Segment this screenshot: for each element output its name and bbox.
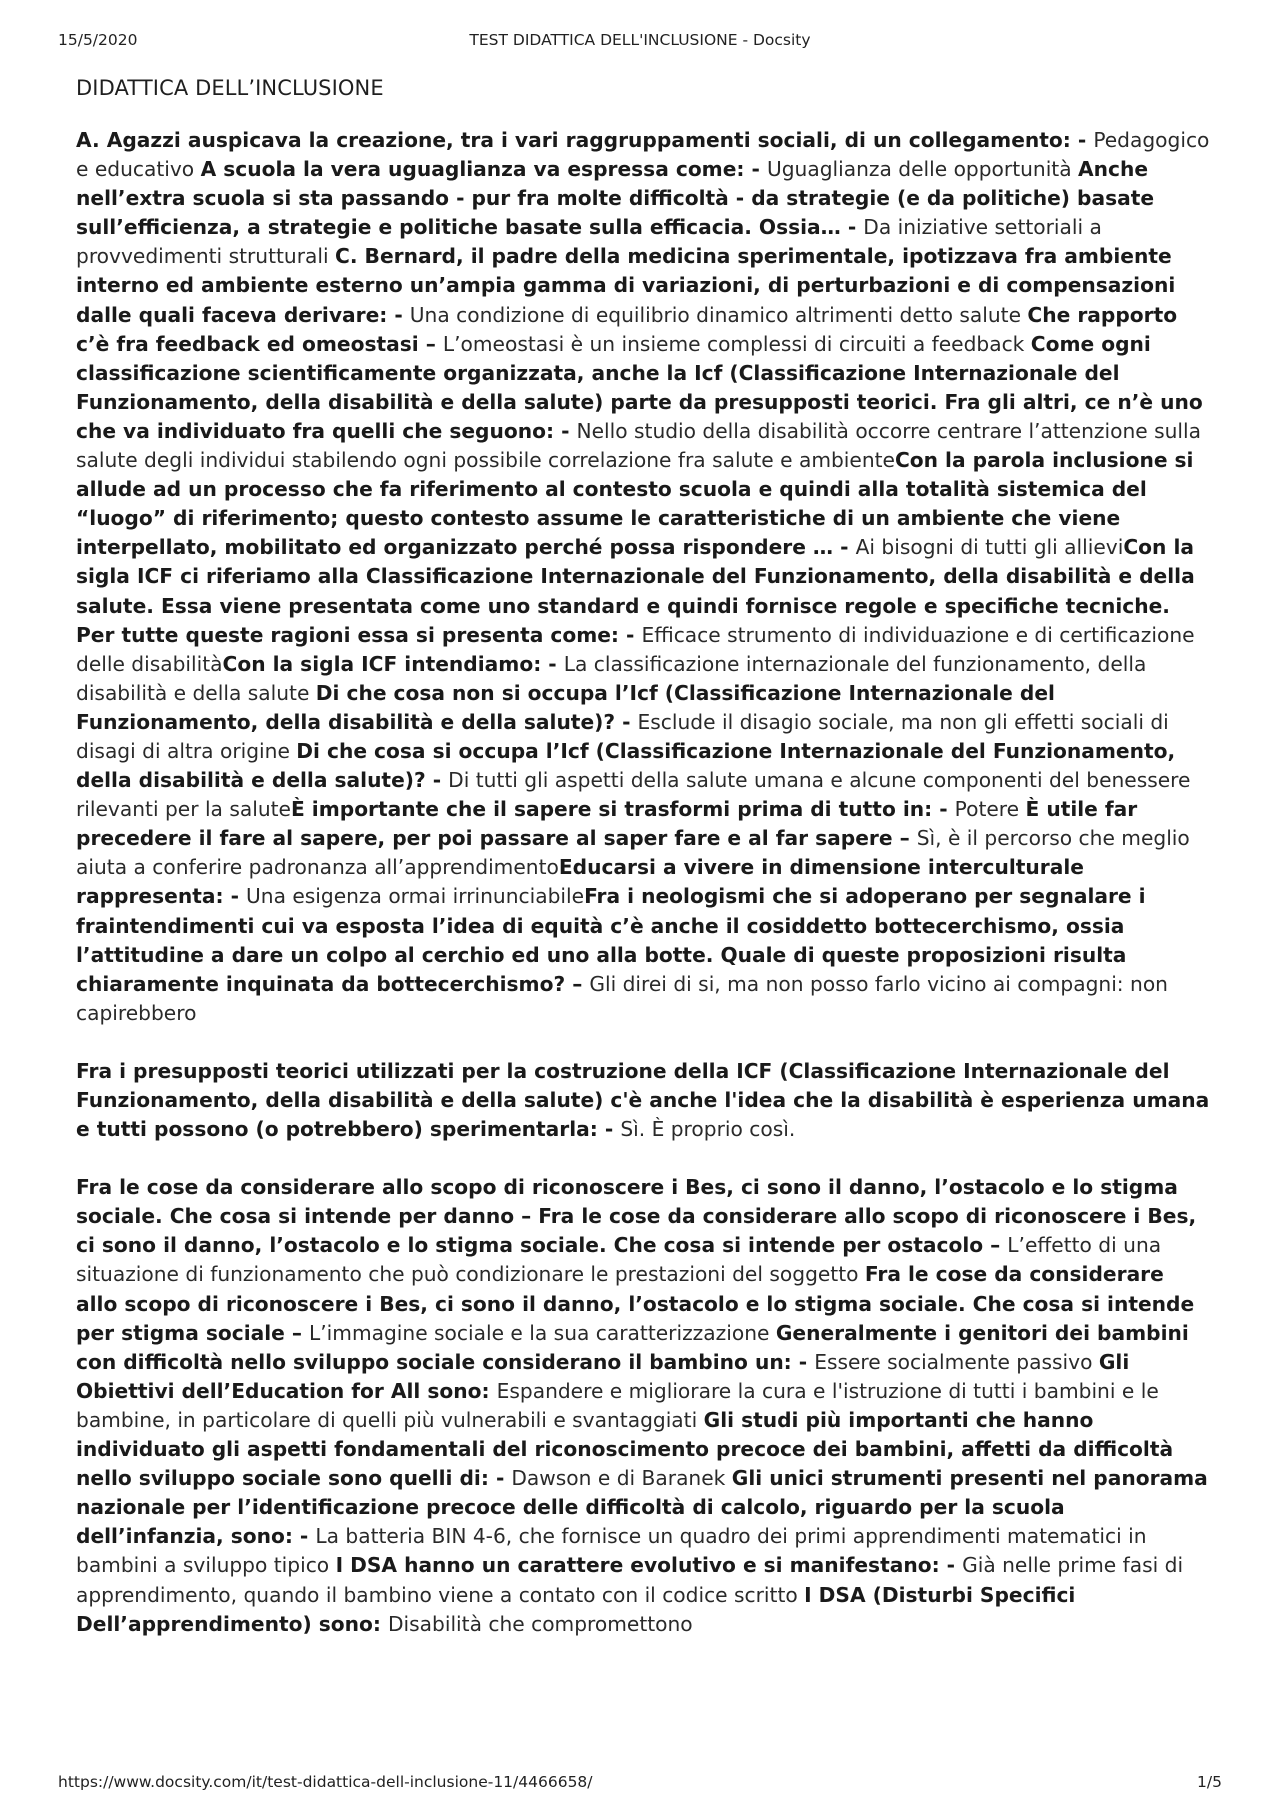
answer-text: Gli direi di si, ma non posso farlo vicino ai compagni: non capirebbero [76,971,1168,1025]
print-footer [58,1773,1222,1795]
question-text: Anche nell’extra scuola si sta passando - pur fra molte difficoltà - da strategie (e da politiche) basate sull’efficienza, a strategie e politiche basate sulla efficacia. Ossia… - [76,157,1155,240]
print-header [58,31,1222,53]
question-text: Come ogni classificazione scientificamente organizzata, anche la Icf (Classificazione Internazionale del Funzionamento, della disabilità e della salute) parte da presupposti teorici. Fra gli altri, ce n’è uno che va individuato fra quelli che seguono: - [76,331,1203,443]
answer-text: L’immagine sociale e la sua caratterizzazione [309,1320,776,1345]
question-text: Fra i neologismi che si adoperano per segnalare i fraintendimenti cui va esposta l’idea di equità c’è anche il cosiddetto bottecerchismo, ossia l’attitudine a dare un colpo al cerchio ed uno alla botte. Quale di queste proposizioni risulta chiaramente inquinata da bottecerchismo? – [76,884,1146,996]
question-text: Con la sigla ICF intendiamo: - [222,651,564,676]
answer-text: L’effetto di una situazione di funzionamento che può condizionare le prestazioni del soggetto [76,1233,1162,1287]
answer-text: Nello studio della disabilità occorre centrare l’attenzione sulla salute degli individui stabilendo ogni possibile correlazione fra salute e ambiente [76,418,1201,473]
paragraph [76,1057,1212,1144]
question-text: È importante che il sapere si trasformi prima di tutto in: - [290,797,955,822]
question-text: Di che cosa non si occupa l’Icf (Classificazione Internazionale del Funzionamento, della disabilità e della salute)? - [76,680,1055,734]
paragraph [76,126,1212,1028]
answer-text: Di tutti gli aspetti della salute umana e alcune componenti del benessere rilevanti per la salute [76,768,1191,822]
answer-text: Essere socialmente passivo [814,1349,1099,1374]
document-title: DIDATTICA DELL’INCLUSIONE [76,76,384,100]
answer-text: Espandere e migliorare la cura e l'istruzione di tutti i bambini e le bambine, in particolare di quelli più vulnerabili e svantaggiati [76,1378,1159,1432]
question-text: I DSA (Disturbi Specifici Dell’apprendimento) sono: [76,1582,1076,1636]
question-text: Educarsi a vivere in dimensione interculturale rappresenta: - [76,855,1084,909]
paragraph [76,1173,1212,1639]
question-text: I DSA hanno un carattere evolutivo e si manifestano: - [335,1553,963,1578]
answer-text: Dawson e di Baranek [511,1466,732,1491]
question-text: Generalmente i genitori dei bambini con difficoltà nello sviluppo sociale considerano il bambino un: - [76,1320,1189,1374]
print-date: 15/5/2020 [58,31,138,49]
answer-text: Sì. È proprio così. [620,1117,796,1142]
answer-text: Potere [954,797,1026,822]
answer-text: Una esigenza ormai irrinunciabile [246,884,585,909]
source-url: https://www.docsity.com/it/test-didattica-dell-inclusione-11/4466658/ [58,1773,593,1791]
question-text: Fra le cose da considerare allo scopo di riconoscere i Bes, ci sono il danno, l’ostacolo e lo stigma sociale. Che cosa si intende per stigma sociale – [76,1262,1195,1345]
question-text: C. Bernard, il padre della medicina sperimentale, ipotizzava fra ambiente interno ed ambiente esterno un’ampia gamma di variazioni, di perturbazioni e di compensazioni dalle quali faceva derivare: - [76,244,1176,327]
question-text: Fra le cose da considerare allo scopo di riconoscere i Bes, ci sono il danno, l’ostacolo e lo stigma sociale. Che cosa si intende per danno – Fra le cose da considerare allo scopo di riconoscere i Bes, ci sono il danno, l’ostacolo e lo stigma sociale. Che cosa si intende per ostacolo – [76,1175,1197,1258]
answer-text: Disabilità che compromettono [387,1611,693,1636]
question-text: Con la parola inclusione si allude ad un processo che fa riferimento al contesto scuola e quindi alla totalità sistemica del “luogo” di riferimento; questo contesto assume le caratteristiche di un ambiente che viene interpellato, mobilitato ed organizzato perché possa rispondere … - [76,448,1194,560]
answer-text: La classificazione internazionale del funzionamento, della disabilità e della salute [76,651,1147,705]
document-body [76,126,1212,1668]
question-text: Fra i presupposti teorici utilizzati per la costruzione della ICF (Classificazione Internazionale del Funzionamento, della disabilità e della salute) c'è anche l'idea che la disabilità è esperienza umana e tutti possono (o potrebbero) sperimentarla: - [76,1058,1210,1142]
print-page-title: TEST DIDATTICA DELL'INCLUSIONE - Docsity [469,31,811,49]
page-number: 1/5 [1197,1773,1222,1791]
question-text: A scuola la vera uguaglianza va espressa come: - [200,157,767,182]
answer-text: Sì, è il percorso che meglio aiuta a conferire padronanza all’apprendimento [76,826,1190,880]
question-text: Gli Obiettivi dell’Education for All sono: [76,1349,1130,1403]
answer-text: Esclude il disagio sociale, ma non gli effetti sociali di disagi di altra origine [76,709,1169,763]
question-text: È utile far precedere il fare al sapere, per poi passare al saper fare e al far sapere – [76,797,1138,851]
answer-text: La batteria BIN 4-6, che fornisce un quadro dei primi apprendimenti matematici in bambini a sviluppo tipico [76,1524,1147,1578]
question-text: Di che cosa si occupa l’Icf (Classificazione Internazionale del Funzionamento, della disabilità e della salute)? - [76,738,1176,793]
answer-text: Da iniziative settoriali a provvedimenti strutturali [76,215,1102,269]
question-text: Gli unici strumenti presenti nel panorama nazionale per l’identificazione precoce delle difficoltà di calcolo, riguardo per la scuola dell’infanzia, sono: - [76,1466,1208,1549]
answer-text: Pedagogico e educativo [76,128,1210,182]
question-text: Che rapporto c’è fra feedback ed omeostasi – [76,302,1178,356]
answer-text: Ai bisogni di tutti gli allievi [855,535,1124,560]
answer-text: L’omeostasi è un insieme complessi di circuiti a feedback [442,331,1031,356]
answer-text: Una condizione di equilibrio dinamico altrimenti detto salute [409,302,1028,327]
question-text: A. Agazzi auspicava la creazione, tra i vari raggruppamenti sociali, di un collegamento: - [76,128,1094,152]
question-text: Gli studi più importanti che hanno individuato gli aspetti fondamentali del riconoscimento precoce dei bambini, affetti da difficoltà nello sviluppo sociale sono quelli di: - [76,1407,1174,1491]
answer-text: Uguaglianza delle opportunità [766,157,1079,182]
answer-text: Efficace strumento di individuazione e di certificazione delle disabilità [76,622,1195,676]
answer-text: Già nelle prime fasi di apprendimento, quando il bambino viene a contato con il codice scritto [76,1553,1184,1607]
question-text: Con la sigla ICF ci riferiamo alla Classificazione Internazionale del Funzionamento, della disabilità e della salute. Essa viene presentata come uno standard e quindi fornisce regole e specifiche tecniche. Per tutte queste ragioni essa si presenta come: - [76,535,1195,647]
